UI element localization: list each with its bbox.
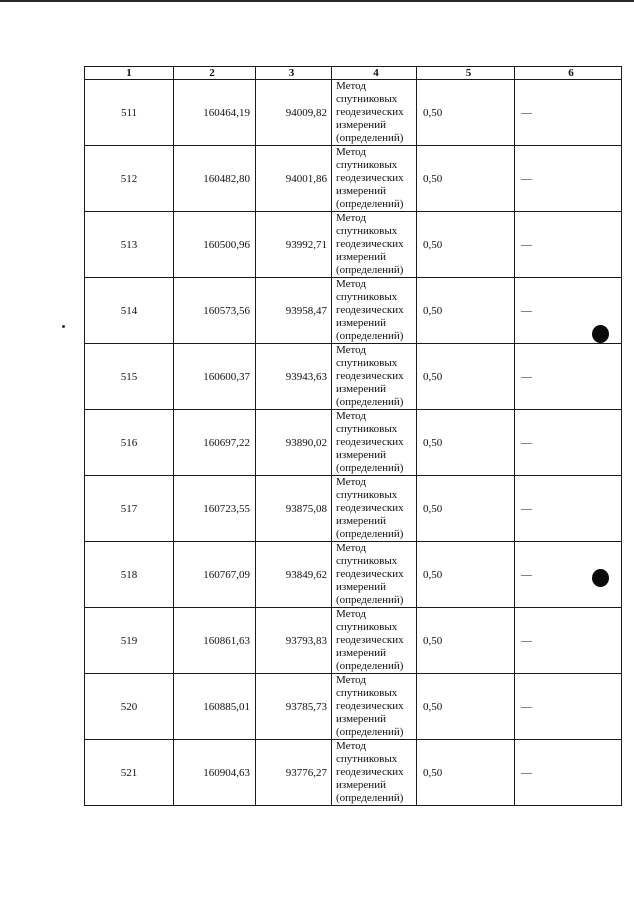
x-coordinate-cell: 160885,01 (174, 674, 256, 740)
note-cell: — (515, 410, 622, 476)
x-coordinate-cell: 160482,80 (174, 146, 256, 212)
point-number-cell: 513 (85, 212, 174, 278)
y-coordinate-cell: 94001,86 (256, 146, 332, 212)
scan-speck (62, 325, 65, 328)
y-coordinate-cell: 93943,63 (256, 344, 332, 410)
x-coordinate-cell: 160464,19 (174, 80, 256, 146)
note-cell: — (515, 674, 622, 740)
note-cell: — (515, 278, 622, 344)
note-cell: — (515, 542, 622, 608)
method-cell: Метод спутниковых геодезических измерений (определений) (332, 542, 417, 608)
x-coordinate-cell: 160861,63 (174, 608, 256, 674)
header-col-5: 5 (417, 67, 515, 80)
method-cell: Метод спутниковых геодезических измерений (определений) (332, 476, 417, 542)
accuracy-cell: 0,50 (417, 740, 515, 806)
method-cell: Метод спутниковых геодезических измерений (определений) (332, 740, 417, 806)
method-cell: Метод спутниковых геодезических измерений (определений) (332, 146, 417, 212)
method-cell: Метод спутниковых геодезических измерений (определений) (332, 278, 417, 344)
accuracy-cell: 0,50 (417, 476, 515, 542)
y-coordinate-cell: 93992,71 (256, 212, 332, 278)
accuracy-cell: 0,50 (417, 80, 515, 146)
accuracy-cell: 0,50 (417, 674, 515, 740)
y-coordinate-cell: 93958,47 (256, 278, 332, 344)
y-coordinate-cell: 93849,62 (256, 542, 332, 608)
header-col-6: 6 (515, 67, 622, 80)
accuracy-cell: 0,50 (417, 344, 515, 410)
table-row (85, 146, 622, 212)
note-cell: — (515, 344, 622, 410)
method-cell: Метод спутниковых геодезических измерений (определений) (332, 344, 417, 410)
note-cell: — (515, 80, 622, 146)
accuracy-cell: 0,50 (417, 212, 515, 278)
x-coordinate-cell: 160723,55 (174, 476, 256, 542)
accuracy-cell: 0,50 (417, 410, 515, 476)
point-number-cell: 512 (85, 146, 174, 212)
point-number-cell: 521 (85, 740, 174, 806)
table-header (85, 67, 622, 80)
x-coordinate-cell: 160904,63 (174, 740, 256, 806)
point-number-cell: 516 (85, 410, 174, 476)
x-coordinate-cell: 160600,37 (174, 344, 256, 410)
accuracy-cell: 0,50 (417, 146, 515, 212)
y-coordinate-cell: 94009,82 (256, 80, 332, 146)
header-col-3: 3 (256, 67, 332, 80)
point-number-cell: 518 (85, 542, 174, 608)
y-coordinate-cell: 93890,02 (256, 410, 332, 476)
accuracy-cell: 0,50 (417, 278, 515, 344)
table-row (85, 476, 622, 542)
y-coordinate-cell: 93875,08 (256, 476, 332, 542)
page-top-edge (0, 0, 634, 2)
y-coordinate-cell: 93776,27 (256, 740, 332, 806)
method-cell: Метод спутниковых геодезических измерений (определений) (332, 212, 417, 278)
x-coordinate-cell: 160697,22 (174, 410, 256, 476)
method-cell: Метод спутниковых геодезических измерений (определений) (332, 410, 417, 476)
header-col-1: 1 (85, 67, 174, 80)
point-number-cell: 511 (85, 80, 174, 146)
y-coordinate-cell: 93785,73 (256, 674, 332, 740)
x-coordinate-cell: 160500,96 (174, 212, 256, 278)
header-row (85, 67, 622, 80)
note-cell: — (515, 212, 622, 278)
note-cell: — (515, 740, 622, 806)
point-number-cell: 514 (85, 278, 174, 344)
table-row (85, 740, 622, 806)
accuracy-cell: 0,50 (417, 608, 515, 674)
table-row (85, 212, 622, 278)
method-cell: Метод спутниковых геодезических измерений (определений) (332, 674, 417, 740)
method-cell: Метод спутниковых геодезических измерений (определений) (332, 608, 417, 674)
table-row (85, 278, 622, 344)
header-col-2: 2 (174, 67, 256, 80)
x-coordinate-cell: 160767,09 (174, 542, 256, 608)
point-number-cell: 520 (85, 674, 174, 740)
table-row (85, 608, 622, 674)
header-col-4: 4 (332, 67, 417, 80)
point-number-cell: 517 (85, 476, 174, 542)
note-cell: — (515, 608, 622, 674)
note-cell: — (515, 476, 622, 542)
table-row (85, 542, 622, 608)
note-cell: — (515, 146, 622, 212)
table-body (85, 80, 622, 806)
method-cell: Метод спутниковых геодезических измерений (определений) (332, 80, 417, 146)
coordinates-table (84, 66, 622, 806)
x-coordinate-cell: 160573,56 (174, 278, 256, 344)
table-row (85, 80, 622, 146)
table-row (85, 344, 622, 410)
point-number-cell: 519 (85, 608, 174, 674)
point-number-cell: 515 (85, 344, 174, 410)
y-coordinate-cell: 93793,83 (256, 608, 332, 674)
table-row (85, 674, 622, 740)
table-row (85, 410, 622, 476)
accuracy-cell: 0,50 (417, 542, 515, 608)
